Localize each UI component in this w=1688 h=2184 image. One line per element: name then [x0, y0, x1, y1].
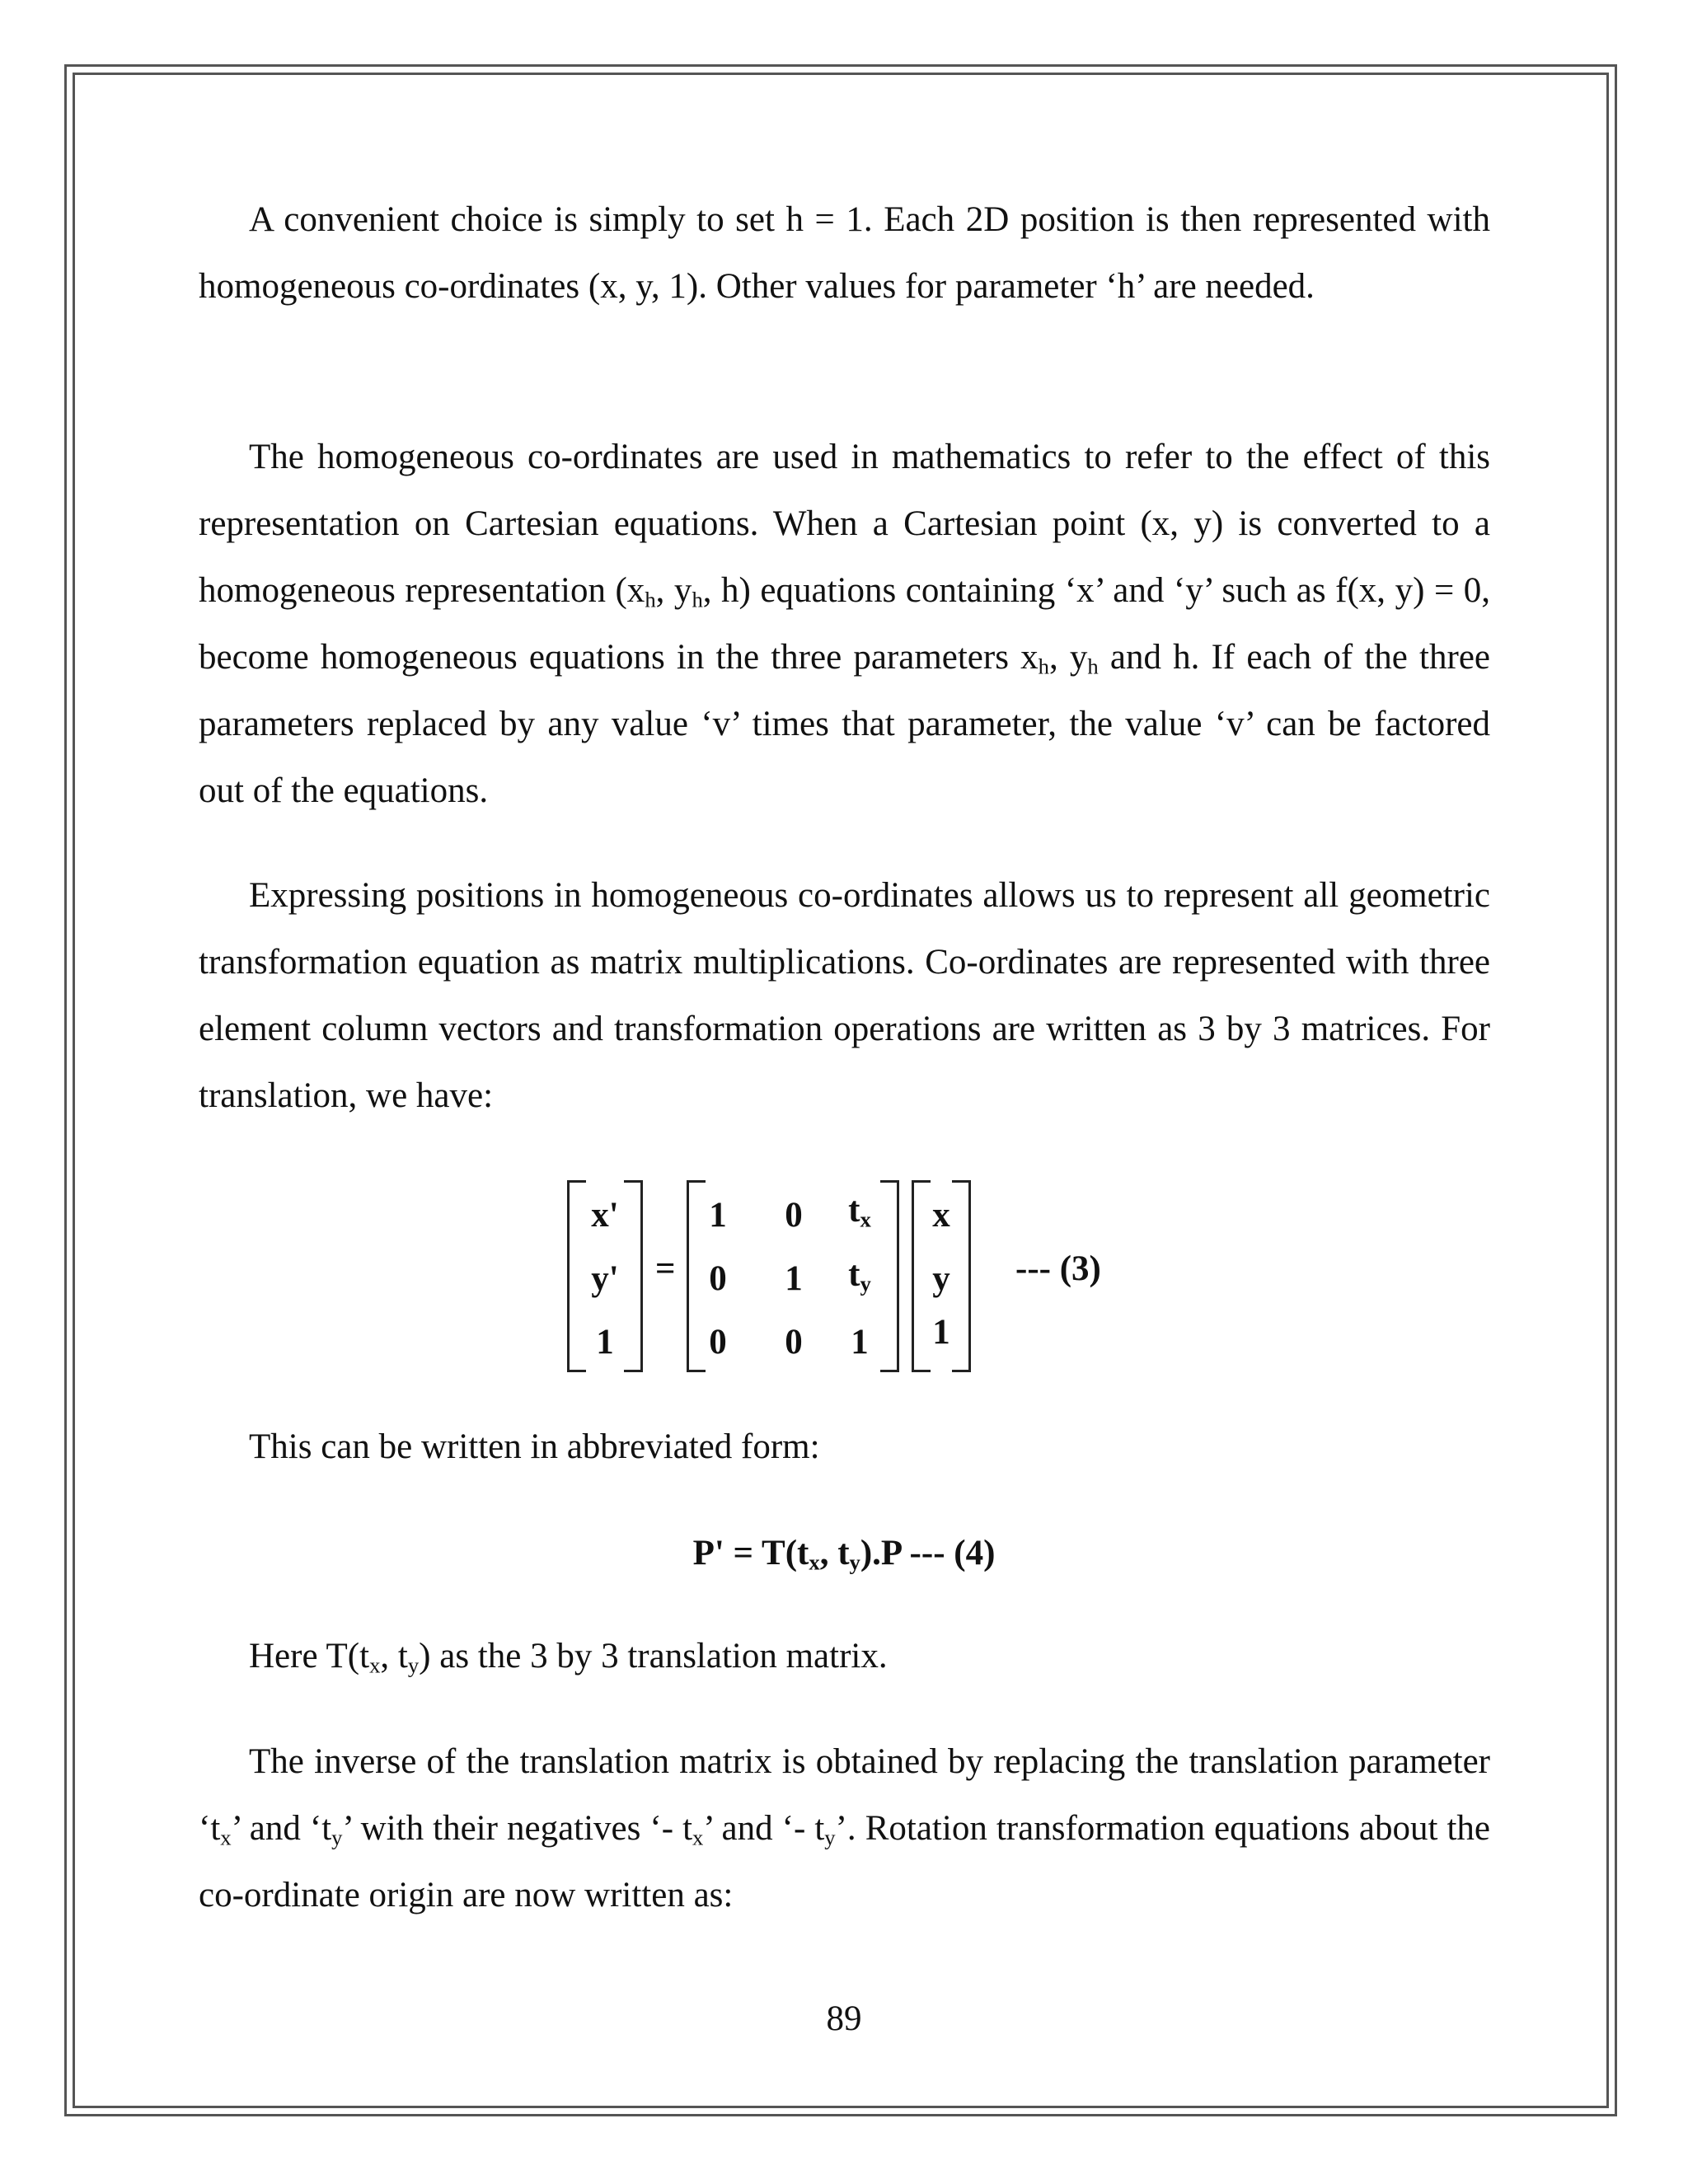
equation-4: $P' = T(t_x$, $t_y).P$ --- (4): [692, 1534, 996, 1575]
matrix-cell: $t_y$: [848, 1255, 871, 1296]
matrix-cell: 1: [709, 1196, 727, 1235]
equals-sign: =: [655, 1249, 676, 1288]
input-vector: [912, 1180, 971, 1372]
paragraph-5: Here $T(t_x$, $t_y$) as the 3 by 3 translation matrix.: [249, 1637, 888, 1678]
matrix-cell: 0: [709, 1323, 727, 1361]
matrix-cell: 0: [709, 1259, 727, 1298]
matrix-cell: 0: [785, 1323, 803, 1361]
paragraph-4: This can be written in abbreviated form:: [249, 1427, 820, 1466]
vector-y: y: [932, 1259, 950, 1298]
matrix-cell: $t_x$: [848, 1191, 871, 1232]
paragraph-1: A convenient choice is simply to set h = 1. Each 2D position is then represented with homogeneous co-ordinates (x, y, 1). Other values for parameter ‘h’ are needed.: [199, 200, 1490, 306]
lhs-y-prime: y': [591, 1259, 619, 1298]
lhs-x-prime: x': [591, 1196, 619, 1235]
matrix-cell: 1: [851, 1323, 869, 1361]
lhs-one: 1: [596, 1323, 614, 1361]
matrix-cell: 1: [785, 1259, 803, 1298]
page-number: 89: [826, 1999, 862, 2038]
paragraph-6: The inverse of the translation matrix is obtained by replacing the translation parameter ‘$t_x$’ and ‘$t_y$’ with their negatives ‘- $t_x$’ and ‘- $t_y$’. Rotation transformation equations about the co-ordinate origin are now written as:: [199, 1742, 1490, 1915]
matrix-cell: 0: [785, 1196, 803, 1235]
paragraph-3: Expressing positions in homogeneous co-ordinates allows us to represent all geometric transformation equation as matrix multiplications. Co-ordinates are represented with three element column vectors and transformation operations are written as 3 by 3 matrices. For translation, we have:: [199, 876, 1490, 1115]
equation-label-3: --- (3): [1015, 1249, 1101, 1288]
translation-matrix: [687, 1180, 899, 1372]
lhs-vector: [567, 1180, 643, 1372]
vector-one: 1: [932, 1313, 950, 1352]
vector-x: x: [932, 1196, 950, 1235]
paragraph-2: The homogeneous co-ordinates are used in mathematics to refer to the effect of this representation on Cartesian equations. When a Cartesian point (x, y) is converted to a homogeneous representation ($x_h$, $y_h$, h) equations containing ‘x’ and ‘y’ such as f(x, y) = 0, become homogeneous equations in the three parameters $x_h$, $y_h$ and h. If each of the three parameters replaced by any value ‘v’ times that parameter, the value ‘v’ can be factored out of the equations.: [199, 438, 1490, 810]
